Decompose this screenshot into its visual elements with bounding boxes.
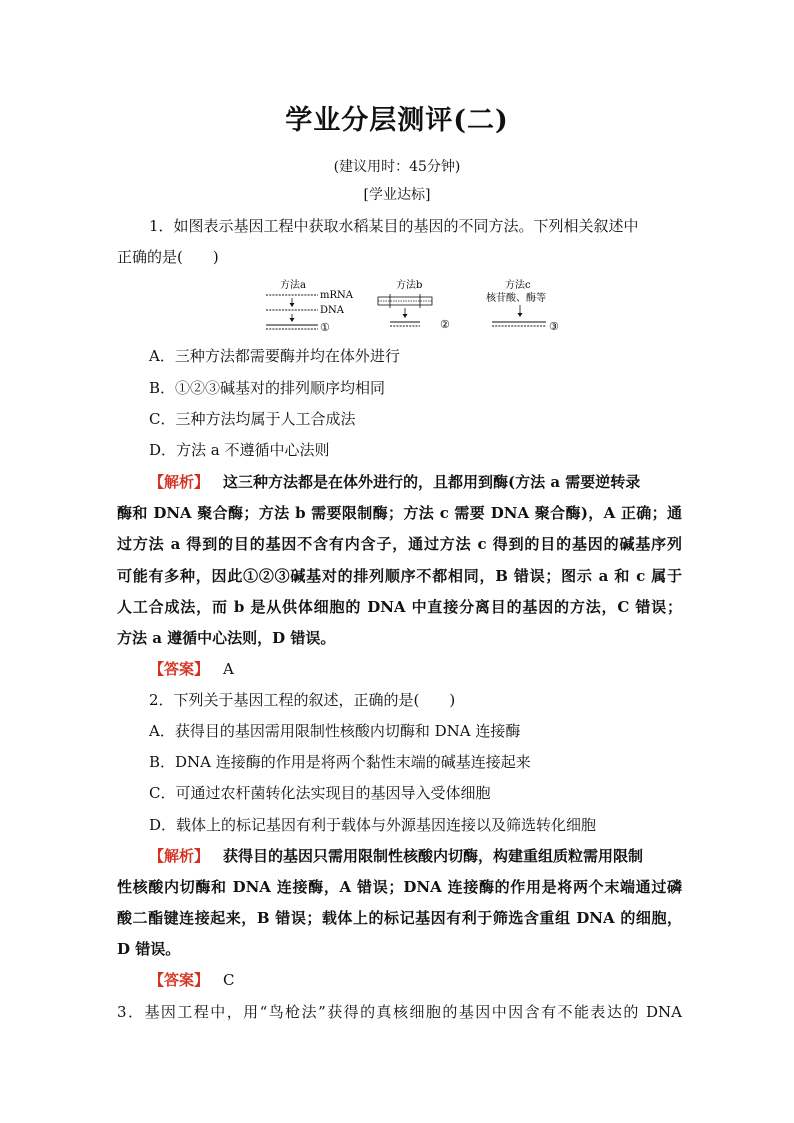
- gene-methods-figure: [262, 278, 562, 340]
- q2-analysis-line-1: [149, 846, 682, 866]
- q2-option-a: A．获得目的基因需用限制性核酸内切酶和 DNA 连接酶: [149, 722, 521, 740]
- time-note: (建议用时：45分钟): [333, 159, 461, 175]
- q1-analysis-line-4: 可能有多种，因此①②③碱基对的排列顺序不都相同，B 错误；图示 a 和 c 属于: [117, 567, 682, 585]
- circle-2-label: ②: [440, 318, 450, 331]
- q2-analysis-line-3: 酸二酯键连接起来，B 错误；载体上的标记基因有利于筛选含重组 DNA 的细胞，: [117, 909, 682, 927]
- q2-answer-tag: 【答案】: [149, 971, 210, 989]
- q1-analysis-line-5: 人工合成法，而 b 是从供体细胞的 DNA 中直接分离目的基因的方法，C 错误；: [117, 598, 682, 616]
- q1-analysis-text-1: 这三种方法都是在体外进行的，且都用到酶(方法 a 需要逆转录: [223, 473, 641, 491]
- q1-diagram: [262, 278, 562, 340]
- q1-stem-line-1: 1．如图表示基因工程中获取水稻某目的基因的不同方法。下列相关叙述中: [149, 217, 639, 235]
- q1-analysis-tag: 【解析】: [149, 473, 210, 491]
- section-heading: [学业达标]: [363, 187, 431, 203]
- q1-option-b: B．①②③碱基对的排列顺序均相同: [149, 379, 386, 397]
- dna-label: DNA: [320, 305, 344, 316]
- q1-answer: A: [223, 660, 234, 678]
- q2-stem: 2．下列关于基因工程的叙述，正确的是( ): [149, 691, 456, 709]
- q1-answer-line: [149, 659, 714, 679]
- q1-option-c: C．三种方法均属于人工合成法: [149, 410, 356, 428]
- q1-stem-line-2: 正确的是( ): [117, 248, 219, 266]
- q2-answer: C: [223, 971, 235, 989]
- q1-option-d: D．方法 a 不遵循中心法则: [149, 441, 330, 459]
- q2-answer-line: [149, 970, 714, 990]
- method-a-label: 方法a: [280, 280, 306, 291]
- q2-analysis-line-2: 性核酸内切酶和 DNA 连接酶，A 错误；DNA 连接酶的作用是将两个末端通过磷: [117, 878, 682, 896]
- q1-answer-tag: 【答案】: [149, 660, 210, 678]
- q1-option-a: A．三种方法都需要酶并均在体外进行: [149, 347, 400, 365]
- method-c-label: 方法c: [505, 280, 531, 291]
- q2-option-d: D．载体上的标记基因有利于载体与外源基因连接以及筛选转化细胞: [149, 816, 597, 834]
- q3-stem-line-1: 3．基因工程中，用“鸟枪法”获得的真核细胞的基因中因含有不能表达的 DNA: [117, 1003, 682, 1021]
- q1-analysis-line-6: 方法 a 遵循中心法则，D 错误。: [117, 629, 336, 647]
- method-b-label: 方法b: [396, 280, 423, 291]
- circle-3-label: ③: [549, 320, 559, 333]
- q2-analysis-line-4: D 错误。: [117, 940, 181, 958]
- q1-analysis-line-1: [149, 472, 682, 492]
- q2-analysis-tag: 【解析】: [149, 847, 210, 865]
- q2-analysis-text-1: 获得目的基因只需用限制性核酸内切酶，构建重组质粒需用限制: [223, 847, 644, 865]
- q1-analysis-line-3: 过方法 a 得到的目的基因不含有内含子，通过方法 c 得到的目的基因的碱基序列: [117, 535, 682, 553]
- method-c-materials: 核苷酸、酶等: [486, 293, 546, 304]
- mrna-label: mRNA: [320, 290, 353, 301]
- q2-option-c: C．可通过农杆菌转化法实现目的基因导入受体细胞: [149, 784, 491, 802]
- circle-1-label: ①: [320, 321, 330, 334]
- q2-option-b: B．DNA 连接酶的作用是将两个黏性末端的碱基连接起来: [149, 753, 531, 771]
- q1-analysis-line-2: 酶和 DNA 聚合酶；方法 b 需要限制酶；方法 c 需要 DNA 聚合酶)，A 正确；通: [117, 504, 682, 522]
- page-title: 学业分层测评(二): [285, 105, 509, 136]
